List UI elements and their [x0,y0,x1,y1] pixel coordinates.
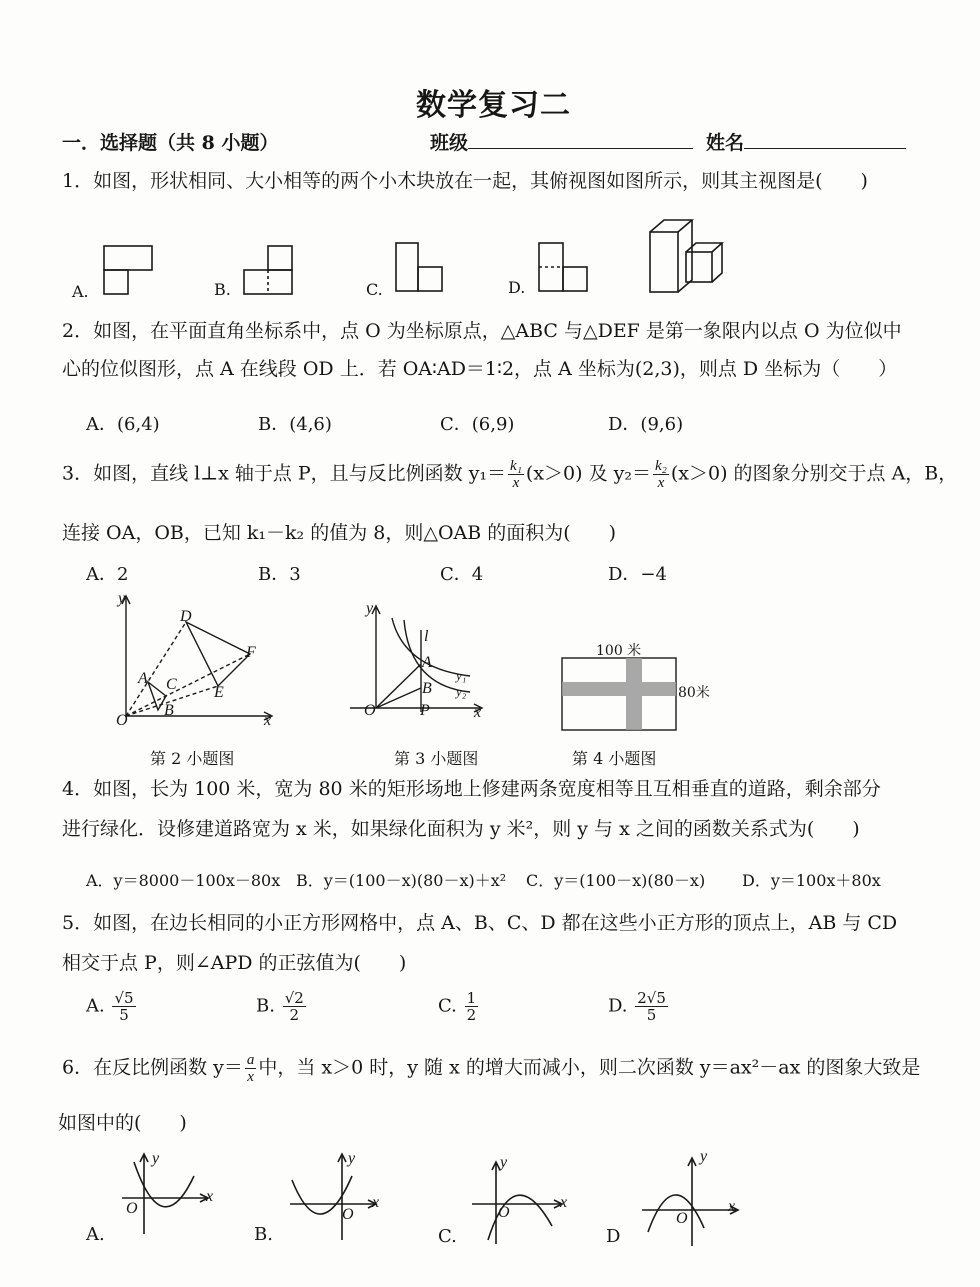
fig3-label-y1: y₁ [456,668,467,683]
class-label: 班级 [430,132,469,154]
q3-line1-c: (x＞0) 的图象分别交于点 A，B， [670,462,958,485]
q5-option-d-num: 2√5 [637,989,666,1007]
q2-line1: 2．如图，在平面直角坐标系中，点 O 为坐标原点，△ABC 与△DEF 是第一象限内以点 O 为位似中 [62,320,902,342]
q2-option-c[interactable]: C．(6,9) [440,414,515,435]
q6-d-y-label: y [700,1148,708,1165]
q5-option-d-label: D. [608,995,628,1017]
q2-line2: 心的位似图形，点 A 在线段 OD 上．若 OA∶AD＝1∶2，点 A 坐标为(2,3)，则点 D 坐标为（ ） [62,358,898,380]
fig2-label-f: F [246,644,256,661]
q3-option-a[interactable]: A．2 [86,564,129,585]
q6-b-y-label: y [348,1150,356,1167]
q5-option-b-label: B. [256,995,275,1017]
q5-option-c-label: C. [438,995,457,1017]
q3-line1-b: (x＞0) 及 y₂＝ [525,462,651,485]
q2-option-a[interactable]: A．(6,4) [86,414,160,435]
section-heading: 一．选择题（共 8 小题） [62,132,279,154]
fig2-label-o: O [116,712,128,729]
q3-frac-k1-den: x [512,475,520,491]
q1-label-b[interactable]: B. [214,280,231,299]
q6-line2: 如图中的( ) [58,1112,187,1134]
q6-label-b[interactable]: B. [254,1224,273,1245]
q6-a-y-label: y [152,1150,160,1167]
q5-option-b-num: √2 [284,989,304,1007]
fig3-label-b: B [422,680,432,697]
name-label: 姓名 [706,132,745,154]
q4-option-c[interactable]: C．y＝(100－x)(80－x) [526,871,706,890]
q6-c-y-label: y [500,1154,508,1171]
q3-frac-k2-num: k₂ [654,458,667,474]
q4-line1: 4．如图，长为 100 米，宽为 80 米的矩形场地上修建两条宽度相等且互相垂直的道路，剩余部分 [62,778,881,800]
q6-b-origin: O [342,1206,354,1223]
q3-frac-k1-num: k₁ [510,458,522,474]
q5-option-c-num: 1 [466,989,477,1007]
q5-option-a-den: 5 [119,1006,129,1024]
fig4-caption: 第 4 小题图 [572,749,657,768]
q3-option-b[interactable]: B．3 [258,564,301,585]
fig4-length-label: 100 米 [596,643,642,659]
q6-frac-a-num: a [246,1052,255,1068]
q4-option-a[interactable]: A．y＝8000－100x－80x [86,871,281,890]
fig3-caption: 第 3 小题图 [394,749,479,768]
q6-line1-b: 中，当 x＞0 时，y 随 x 的增大而减小，则二次函数 y＝ax²－ax 的图象大致是 [258,1056,921,1079]
fig2-label-a: A [138,670,148,687]
q2-option-b[interactable]: B．(4,6) [258,414,332,435]
fig2-label-c: C [166,676,177,693]
q6-d-x-label: x [728,1198,736,1215]
q6-parabola-a [134,1162,194,1207]
fig3-label-a: A [422,654,432,671]
q5-option-d-den: 5 [646,1006,657,1024]
fig3-label-p: P [420,702,430,719]
fig2-label-x: x [264,712,272,729]
q4-option-b[interactable]: B．y＝(100－x)(80－x)＋x² [296,871,507,890]
q6-line1-a: 6．在反比例函数 y＝ [62,1056,243,1079]
q1-label-d[interactable]: D. [508,278,526,297]
fig3-label-y2: y₂ [456,684,467,699]
q6-frac-a-den: x [247,1069,254,1085]
q6-label-d[interactable]: D [606,1226,621,1247]
q3-option-d[interactable]: D．−4 [608,564,667,585]
q6-a-origin: O [126,1200,138,1217]
q6-label-c[interactable]: C. [438,1226,457,1247]
q1-label-a[interactable]: A. [72,282,89,301]
page-title: 数学复习二 [416,88,571,123]
q2-option-d[interactable]: D．(9,6) [608,414,684,435]
q5-option-b-den: 2 [289,1006,300,1024]
fig2-label-d: D [180,608,192,625]
q6-d-origin: O [676,1210,688,1227]
q3-line2: 连接 OA，OB，已知 k₁－k₂ 的值为 8，则△OAB 的面积为( ) [62,522,617,544]
q3-frac-k2-den: x [657,475,665,491]
fig2-label-y: y [118,590,126,607]
q3-option-c[interactable]: C．4 [440,564,484,585]
q5-option-a-num: √5 [114,989,134,1007]
q5-line2: 相交于点 P，则∠APD 的正弦值为( ) [62,952,407,974]
fig3-label-x: x [474,704,482,721]
fig3-label-y: y [366,600,374,617]
q1-label-c[interactable]: C. [366,280,383,299]
q6-b-x-label: x [372,1194,380,1211]
q5-option-c-den: 2 [466,1006,477,1024]
q3-line1-a: 3．如图，直线 l⊥x 轴于点 P，且与反比例函数 y₁＝ [62,462,507,485]
fig2-caption: 第 2 小题图 [150,749,235,768]
q6-a-x-label: x [206,1188,214,1205]
q4-line2: 进行绿化．设修建道路宽为 x 米，如果绿化面积为 y 米²，则 y 与 x 之间的函数关系式为( ) [62,818,860,840]
q6-label-a[interactable]: A. [86,1224,105,1245]
q1-stem: 1．如图，形状相同、大小相等的两个小木块放在一起，其俯视图如图所示，则其主视图是( ) [62,170,868,192]
fig3-label-l: l [424,628,429,645]
q6-c-x-label: x [560,1194,568,1211]
q5-option-a-label: A. [86,995,105,1017]
q5-line1: 5．如图，在边长相同的小正方形网格中，点 A、B、C、D 都在这些小正方形的顶点上，AB 与 CD [62,912,898,934]
fig2-label-e: E [214,684,224,701]
fig4-width-label: 80米 [678,685,710,701]
fig3-label-o: O [364,702,376,719]
q4-option-d[interactable]: D．y＝100x＋80x [742,871,881,890]
q6-c-origin: O [498,1204,510,1221]
fig2-label-b: B [164,702,174,719]
